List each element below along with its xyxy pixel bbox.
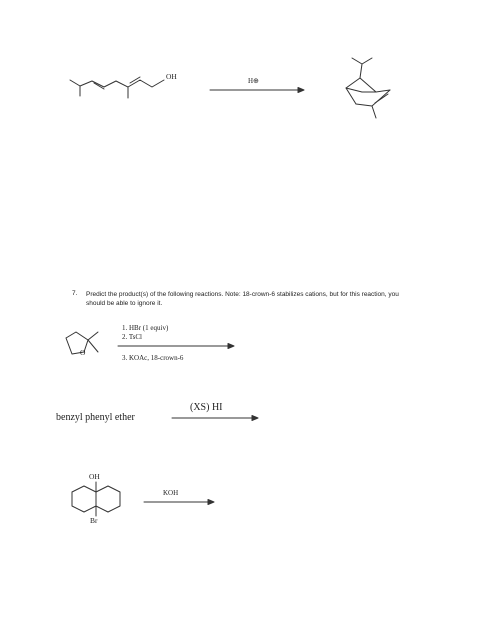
pinene-product-structure <box>346 58 390 118</box>
reagent-acid: H⊕ <box>248 77 259 85</box>
oh-label: OH <box>166 72 177 81</box>
reaction2-step3: 3. KOAc, 18-crown-6 <box>122 354 184 362</box>
decalin-oh-label: OH <box>89 472 100 481</box>
decalin-substrate-structure <box>72 482 120 516</box>
reaction2-step2: 2. TsCl <box>122 333 142 341</box>
reaction3-arrow <box>172 416 258 421</box>
ring-oxygen-label: O <box>80 348 86 357</box>
question-text: Predict the product(s) of the following reactions. Note: 18-crown-6 stabilizes cations, but for this reaction, you should be able to ignore it. <box>86 291 399 307</box>
question-number: 7. <box>72 290 78 297</box>
reaction4-arrow <box>144 500 214 505</box>
substrate-name: benzyl phenyl ether <box>56 412 135 423</box>
reaction4-reagent: KOH <box>163 489 179 497</box>
reaction3-reagent: (XS) HI <box>190 402 223 413</box>
reaction1-arrow <box>210 88 304 93</box>
reaction2-step1: 1. HBr (1 equiv) <box>122 324 169 332</box>
decalin-br-label: Br <box>90 516 98 525</box>
reaction2-arrow <box>118 344 234 349</box>
geraniol-structure <box>70 77 164 98</box>
